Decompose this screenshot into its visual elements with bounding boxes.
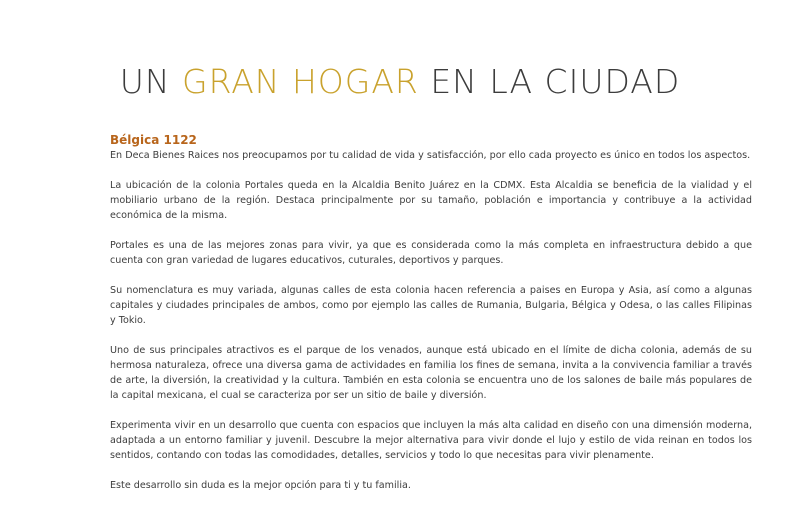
- section-heading: Bélgica 1122: [110, 133, 197, 147]
- experience-paragraph: Experimenta vivir en un desarrollo que cuenta con espacios que incluyen la más alta calidad en diseño con una dimensión moderna, adaptada a un entorno familiar y juvenil. Descubre la mejor alternativa para vivir donde el lujo y estilo de vida reinan en todos los sentidos, contando con todas las comodidades, detalles, servicios y todo lo que necesitas para vivir plenamente.: [110, 420, 752, 461]
- location-paragraph: La ubicación de la colonia Portales queda en la Alcaldia Benito Juárez en la CDMX. Esta Alcaldia se beneficia de la vialidad y el mobiliario urbano de la región. Destaca principalmente por su tamaño, población e importancia y contribuye a la actividad económica de la misma.: [110, 180, 752, 221]
- main-content: [110, 133, 752, 493]
- title-part-2: EN LA CIUDAD: [418, 62, 681, 101]
- nomenclature-paragraph: Su nomenclatura es muy variada, algunas calles de esta colonia hacen referencia a paises en Europa y Asia, así como a algunas capitales y ciudades principales de ambos, como por ejemplo las calles de Rumania, Bulgaria, Bélgica y Odesa, o las calles Filipinas y Tokio.: [110, 285, 752, 326]
- page-title: [0, 62, 800, 101]
- closing-paragraph: Este desarrollo sin duda es la mejor opción para ti y tu familia.: [110, 480, 411, 491]
- title-accent: GRAN HOGAR: [182, 62, 419, 101]
- title-part-1: UN: [119, 62, 183, 101]
- attractions-paragraph: Uno de sus principales atractivos es el parque de los venados, aunque está ubicado en el límite de dicha colonia, además de su hermosa naturaleza, ofrece una diversa gama de actividades en familia los fines de semana, invita a la convivencia familiar a través de arte, la diversión, la creatividad y la cultura. También en esta colonia se encuentra uno de los salones de baile más populares de la capital mexicana, el cual se caracteriza por ser un sitio de baile y diversión.: [110, 345, 752, 401]
- intro-paragraph: En Deca Bienes Raices nos preocupamos por tu calidad de vida y satisfacción, por ello cada proyecto es único en todos los aspectos.: [110, 150, 751, 161]
- zone-paragraph: Portales es una de las mejores zonas para vivir, ya que es considerada como la más completa en infraestructura debido a que cuenta con gran variedad de lugares educativos, cuturales, deportivos y parques.: [110, 240, 752, 266]
